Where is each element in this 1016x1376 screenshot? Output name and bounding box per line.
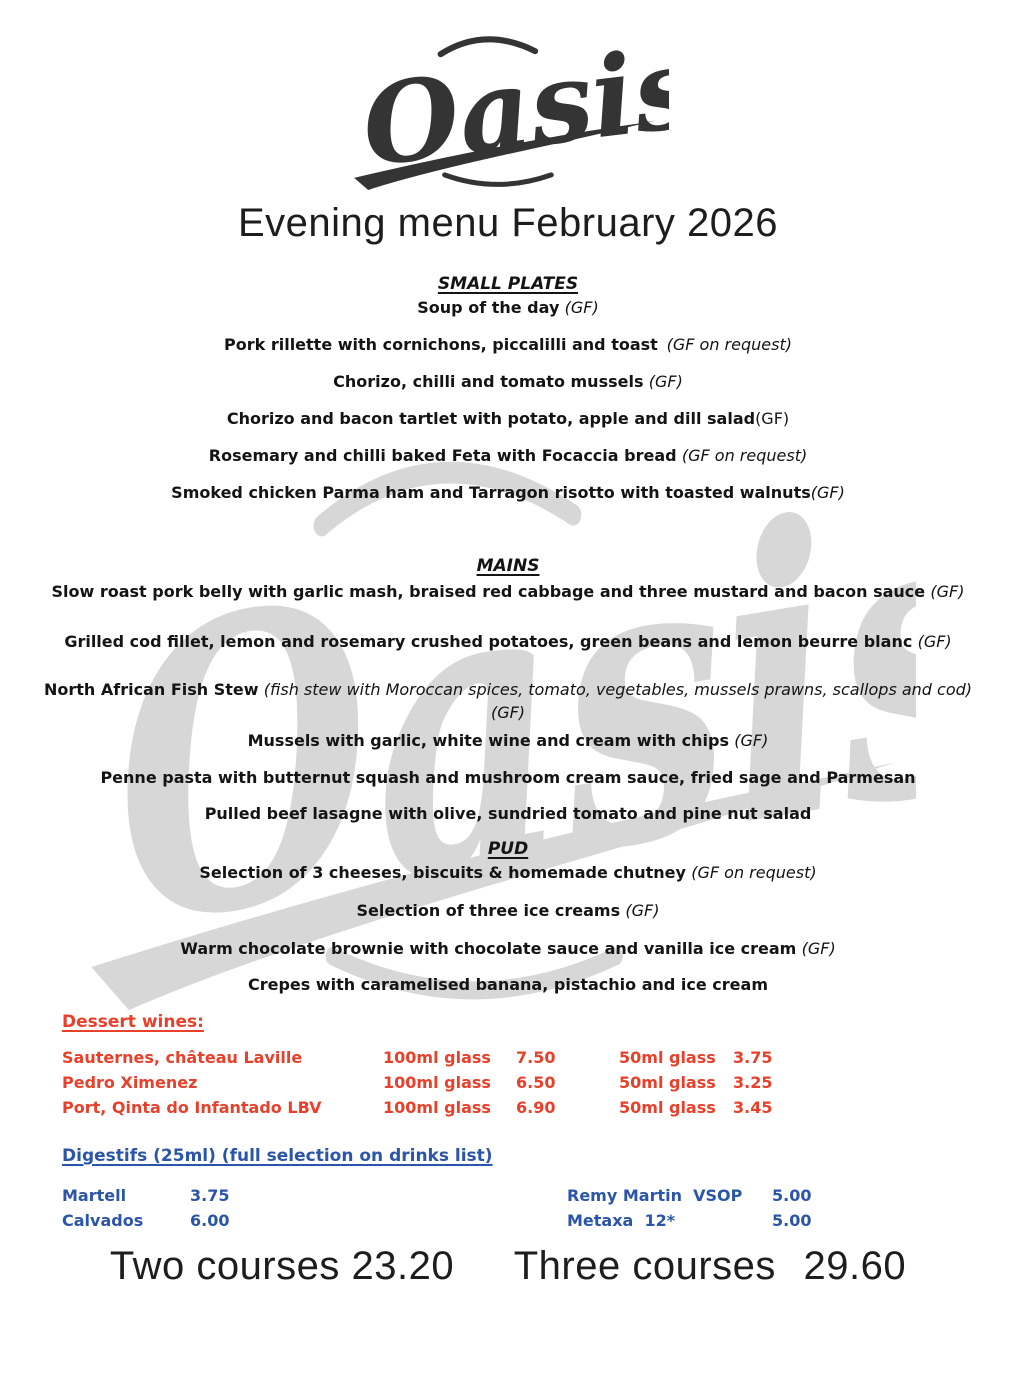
page-title: Evening menu February 2026 — [238, 201, 778, 245]
wine-price: 7.50 — [516, 1048, 556, 1067]
three-courses-label: Three courses — [513, 1244, 776, 1288]
menu-item-crepes — [36, 973, 981, 996]
menu-body — [0, 272, 1016, 996]
digestif-price: 5.00 — [772, 1211, 812, 1230]
menu-item-beef-lasagne — [36, 802, 981, 825]
item-note: (GF) — [810, 483, 845, 502]
course-prices — [0, 1243, 1016, 1289]
two-courses-label: Two courses — [109, 1244, 340, 1288]
wine-price: 3.25 — [733, 1073, 773, 1092]
digestifs-heading: Digestifs (25ml) (full selection on drinks list) — [62, 1146, 493, 1166]
item-note: (GF) — [625, 901, 660, 920]
digestif-name: Martell — [62, 1186, 127, 1205]
oasis-logo — [347, 24, 669, 200]
section-heading-small-plates: SMALL PLATES — [437, 274, 579, 294]
dessert-wines-section — [62, 1010, 1016, 1120]
menu-item-baked-feta — [36, 444, 981, 467]
item-note: (GF) — [930, 582, 965, 601]
menu-item-penne-pasta — [36, 766, 981, 789]
item-name: Chorizo and bacon tartlet with potato, apple and dill salad — [226, 409, 756, 428]
item-name: Warm chocolate brownie with chocolate sauce and vanilla ice cream — [180, 939, 797, 958]
digestif-price: 5.00 — [772, 1186, 812, 1205]
three-courses-price: 29.60 — [803, 1244, 907, 1288]
item-name: Selection of three ice creams — [356, 901, 621, 920]
menu-item-chorizo-mussels — [36, 370, 981, 393]
menu-item-ice-creams — [36, 899, 981, 922]
item-name: Grilled cod fillet, lemon and rosemary crushed potatoes, green beans and lemon beurre blanc — [64, 632, 913, 651]
wine-price: 6.50 — [516, 1073, 556, 1092]
item-name: Chorizo, chilli and tomato mussels — [333, 372, 644, 391]
digestif-price: 6.00 — [190, 1211, 230, 1230]
item-note: (GF) — [917, 632, 952, 651]
digestif-name: Calvados — [62, 1211, 144, 1230]
digestif-name: Remy Martin VSOP — [567, 1186, 743, 1205]
wine-size: 100ml glass — [383, 1073, 491, 1092]
wine-price: 3.75 — [733, 1048, 773, 1067]
wine-size: 100ml glass — [383, 1048, 491, 1067]
item-name: Soup of the day — [417, 298, 560, 317]
menu-item-cheese-selection — [36, 861, 981, 884]
menu-item-fish-stew — [36, 678, 981, 724]
item-note: (GF) — [755, 409, 790, 428]
menu-item-pork-belly — [36, 580, 981, 603]
wine-row — [62, 1046, 1016, 1070]
item-note: (GF) — [648, 372, 683, 391]
item-name: Selection of 3 cheeses, biscuits & homemade chutney — [199, 863, 686, 882]
dessert-wines-list — [62, 1046, 1016, 1120]
wine-row — [62, 1071, 1016, 1095]
item-name: Rosemary and chilli baked Feta with Focaccia bread — [208, 446, 677, 465]
section-heading-mains: MAINS — [476, 556, 540, 576]
item-name: Slow roast pork belly with garlic mash, braised red cabbage and three mustard and bacon sauce — [51, 582, 926, 601]
menu-item-chocolate-brownie — [36, 937, 981, 960]
wine-row — [62, 1096, 1016, 1120]
digestif-name: Metaxa 12* — [567, 1211, 676, 1230]
item-name: Smoked chicken Parma ham and Tarragon risotto with toasted walnuts — [171, 483, 811, 502]
item-name: Pulled beef lasagne with olive, sundried tomato and pine nut salad — [204, 804, 812, 823]
menu-item-pork-rillette — [36, 333, 981, 356]
digestif-price: 3.75 — [190, 1186, 230, 1205]
menu-item-mussels-chips — [36, 729, 981, 752]
wine-name: Pedro Ximenez — [62, 1073, 198, 1092]
item-note: (fish stew with Moroccan spices, tomato, vegetables, mussels prawns, scallops and cod) (GF) — [263, 680, 973, 722]
wine-name: Sauternes, château Laville — [62, 1048, 303, 1067]
item-name: Mussels with garlic, white wine and cream with chips — [247, 731, 730, 750]
wine-price: 6.90 — [516, 1098, 556, 1117]
menu-item-smoked-chicken-risotto — [36, 481, 981, 504]
menu-item-chorizo-tartlet — [36, 407, 981, 430]
item-name: Penne pasta with butternut squash and mushroom cream sauce, fried sage and Parmesan — [100, 768, 916, 787]
item-note: (GF) — [801, 939, 836, 958]
item-name: Crepes with caramelised banana, pistachio and ice cream — [247, 975, 768, 994]
item-note: (GF on request) — [691, 863, 817, 882]
menu-item-soup — [36, 296, 981, 319]
item-note: (GF) — [734, 731, 769, 750]
wine-price: 3.45 — [733, 1098, 773, 1117]
wine-size: 50ml glass — [619, 1048, 716, 1067]
digestif-row — [62, 1208, 1016, 1233]
section-heading-pud: PUD — [487, 839, 529, 859]
item-name: Pork rillette with cornichons, piccalilli and toast — [224, 335, 658, 354]
item-name: North African Fish Stew — [43, 680, 259, 699]
menu-item-cod-fillet — [36, 630, 981, 653]
menu-content — [0, 24, 1016, 1289]
digestifs-section — [62, 1144, 1016, 1233]
item-note: (GF on request) — [681, 446, 808, 465]
digestifs-list — [62, 1183, 1016, 1233]
two-courses-price: 23.20 — [351, 1244, 455, 1288]
wine-size: 100ml glass — [383, 1098, 491, 1117]
digestif-row — [62, 1183, 1016, 1208]
dessert-wines-heading: Dessert wines: — [62, 1012, 204, 1032]
item-note: (GF) — [564, 298, 599, 317]
wine-size: 50ml glass — [619, 1098, 716, 1117]
wine-size: 50ml glass — [619, 1073, 716, 1092]
item-note: (GF on request) — [666, 335, 792, 354]
wine-name: Port, Qinta do Infantado LBV — [62, 1098, 322, 1117]
